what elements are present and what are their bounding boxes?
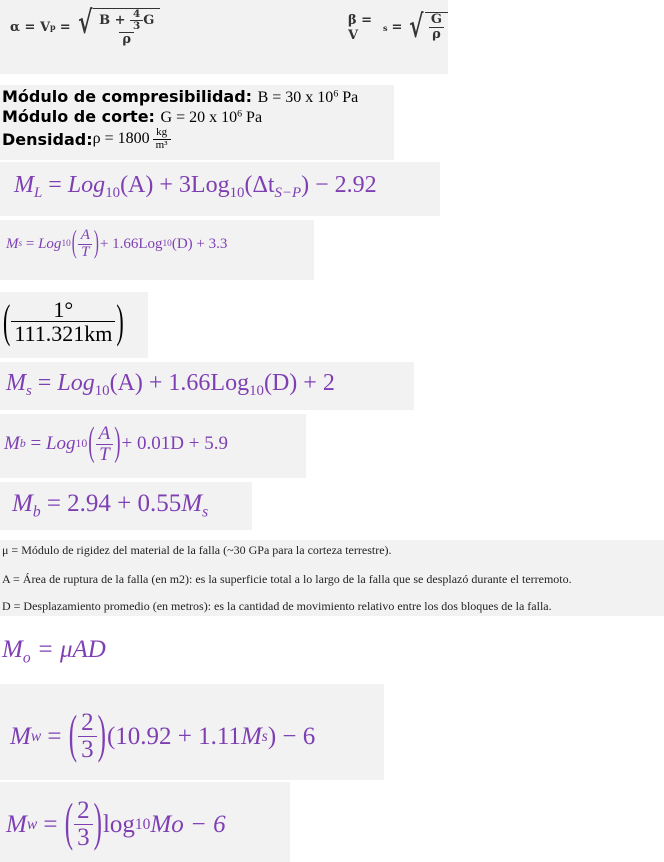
shear-modulus-line: Módulo de corte: G = 20 x $10^6$ Pa — [2, 107, 263, 126]
degree-conversion: ( $\frac{1^\circ}{111.321km}$ ) — [0, 292, 148, 358]
ms-formula-2: $M_s = Log_{10}(A) + 1.66Log_{10}(D) + 2$ — [0, 362, 414, 410]
parameters-block — [0, 85, 394, 160]
mw-formula-2: M w = ( $\frac{2}{3}$ ) log 10 Mo − 6 — [0, 782, 290, 862]
definitions-block — [0, 540, 664, 616]
ms-formula-1: M s = Log 10 ( $\frac{A}{T}$ ) + 1.66Log 10 (D) + 3.3 — [0, 220, 314, 280]
mo-formula: $M_o = \mu AD$ — [2, 636, 106, 667]
bulk-modulus-line: Módulo de compresibilidad: B = 30 x $10^6$ Pa — [2, 87, 359, 106]
velocity-formulas-block — [0, 0, 448, 74]
mb-formula-2: $M_b = 2.94 + 0.55M_s$ — [0, 482, 252, 530]
beta-sqrt: √ $\frac{G}{\rho}$ — [406, 12, 448, 43]
alpha-sqrt: √ B + $\frac{4}{3}$ G ρ — [75, 8, 161, 46]
definition-area: A = Área de ruptura de la falla (en m2): es la superficie total a lo largo de la falla que se desplazó durante el terremoto. — [2, 572, 572, 586]
density-line: Densidad : ρ = 1800 $\frac{kg}{\text{m³}}$ — [2, 127, 171, 151]
ml-formula: $M_L = Log_{10}(A) + 3Log_{10}(\Delta t_{S-P}) - 2.92$ — [0, 162, 440, 216]
mb-formula-1: M b = Log 10 ( $\frac{A}{T}$ ) + 0.01D + 5.9 — [0, 414, 306, 478]
definition-mu: μ = Módulo de rigidez del material de la falla (~30 GPa para la corteza terrestre). — [2, 543, 392, 557]
beta-formula: β = V s = √ $\frac{G}{\rho}$ — [348, 12, 448, 43]
definition-displacement: D = Desplazamiento promedio (en metros): es la cantidad de movimiento relativo entre los dos bloques de la falla. — [2, 599, 552, 613]
mw-formula-1: M w = ( $\frac{2}{3}$ ) (10.92 + 1.11 M s ) − 6 — [0, 684, 384, 780]
alpha-formula: α = V p = √ B + $\frac{4}{3}$ G ρ — [10, 8, 160, 46]
